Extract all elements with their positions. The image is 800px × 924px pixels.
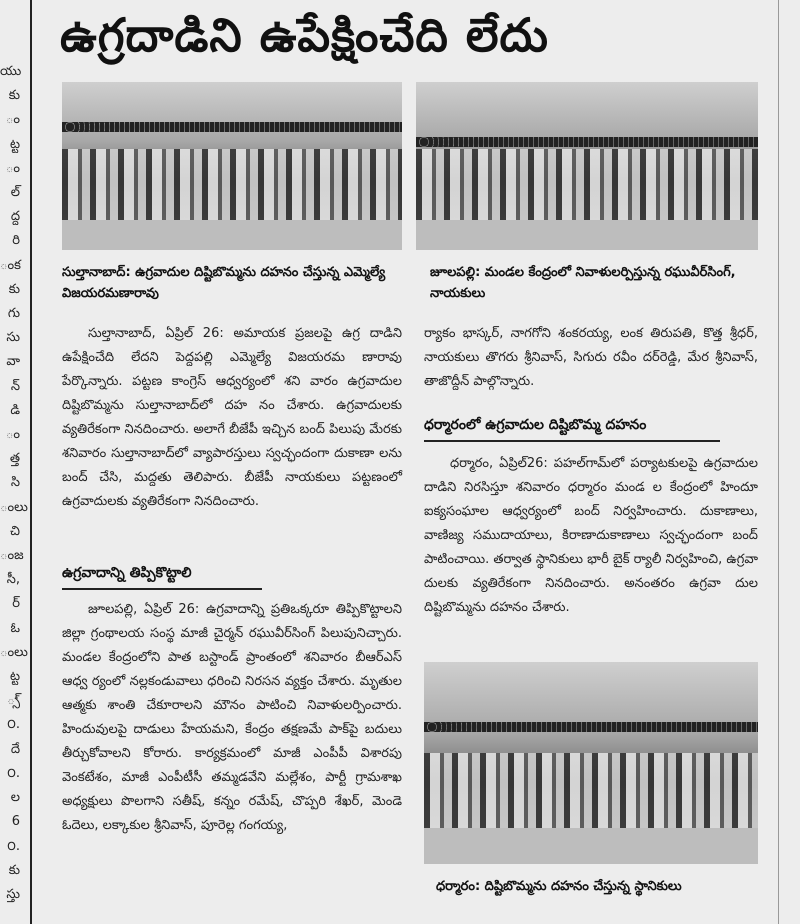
- article-dharmaram-body: ధర్మారం, ఏప్రిల్26: పహల్‌గామ్‌లో పర్యాటకులపై ఉగ్రవాదుల దాడిని నిరసిస్తూ శనివారం ధర్మారం మండ ల కేంద్రంలో హిందూ ఐక్యసంఘాల ఆధ్వర్యంలో బంద్ నిర్వహించారు. దుకాణాలు, వాణిజ్య సముదాయాలు, కిరాణాదుకాణాలు స్వచ్ఛందంగా బంద్ పాటించాయి. తర్వాత స్థానికులు భారీ బైక్ ర్యాలీ నిర్వహించి, ఉగ్రవా దులకు వ్యతిరేకంగా నినదించారు. అనంతరం ఉగ్రవా దుల దిష్టిబొమ్మను దహనం చేశారు.: [424, 456, 758, 615]
- strip-fragment: ద్ద: [10, 209, 20, 225]
- adjacent-column-fragment: [0, 60, 28, 924]
- photo-sultanabad: [62, 82, 402, 250]
- article-sultanabad-body: సుల్తానాబాద్, ఏప్రిల్ 26: అమాయక ప్రజలపై ఉగ్ర దాడిని ఉపేక్షించేది లేదని పెద్దపల్లి ఎమ్మెల్యే విజయరమ ణారావు పేర్కొన్నారు. పట్టణ కాంగ్రెస్ ఆధ్వర్యంలో శని వారం ఉగ్రవాదుల దిష్టిబొమ్మను సుల్తానాబాద్‌లో దహ నం చేశారు. ఉగ్రవాదులకు వ్యతిరేకంగా నినదించారు. అలాగే బీజేపీ ఇచ్చిన బంద్ పిలుపు మేరకు శనివారం సుల్తానాబాద్‌లో వ్యాపారస్తులు స్వచ్ఛందంగా దుకాణా లను బంద్ చేసి, మద్దతు తెలిపారు. బీజేపీ నాయకులు పట్టణంలో ఉగ్రవాదులకు వ్యతిరేకంగా నినదించారు.: [62, 326, 402, 509]
- heading-underline: [424, 440, 720, 442]
- article-julapalli-continued: ర్యాకం భాస్కర్, నాగగోని శంకరయ్య, లంక తిరుపతి, కొత్త శ్రీధర్, నాయకులు తొగరు శ్రీనివాస్, సిగురు రవీం దర్‌రెడ్డి, మేర శ్రీనివాస్, తాజొద్దీన్ పాల్గొన్నారు.: [424, 326, 758, 389]
- strip-fragment: కు: [8, 281, 20, 297]
- article-julapalli-heading: ఉగ్రవాదాన్ని తిప్పికొట్టాలి: [62, 565, 192, 581]
- strip-fragment: దే: [10, 741, 20, 757]
- strip-fragment: 6: [11, 814, 20, 830]
- strip-fragment: చి: [10, 523, 20, 539]
- strip-fragment: ర్: [12, 596, 20, 612]
- article-julapalli-body: జూలపల్లి, ఏప్రిల్ 26: ఉగ్రవాదాన్ని ప్రతిఒక్కరూ తిప్పికొట్టాలని జిల్లా గ్రంథాలయ సంస్థ మాజీ చైర్మన్ రఘువీర్‌సింగ్ పిలుపునిచ్చారు. మండల కేంద్రంలోని పాత బస్టాండ్ ప్రాంతంలో శనివారం బీఆర్‌ఎస్ ఆధ్వ ర్యంలో నల్లకండువాలు ధరించి నిరసన వ్యక్తం చేశారు. మృతుల ఆత్మకు శాంతి చేకూరాలని మౌనం పాటించి నివాళులర్పించారు. హిందువులపై దాడులు హేయమని, కేంద్రం తక్షణమే పాక్‌పై బదులు తీర్చుకోవాలని కోరారు. కార్యక్రమంలో మాజీ ఎంపీపీ విశారపు వెంకటేశం, మాజీ ఎంపీటీసీ తమ్మడవేని మల్లేశం, పార్టీ గ్రామశాఖ అధ్యక్షులు పొలగాని సతీష్, కన్నం రమేష్, చొప్పరి శేఖర్, మెండె ఓదెలు, లక్కాకుల శ్రీనివాస్, పూరెల్ల గంగయ్య,: [62, 602, 402, 833]
- strip-fragment: సీ,: [6, 572, 20, 588]
- photo-caption-julapalli: జూలపల్లి: మండల కేంద్రంలో నివాళులర్పిస్తున్న రఘువీర్‌సింగ్, నాయకులు: [430, 265, 736, 301]
- strip-fragment: ల్: [10, 185, 20, 201]
- strip-fragment: ట్ట: [9, 136, 20, 152]
- strip-fragment: కు: [8, 88, 20, 104]
- strip-fragment: ం: [5, 160, 20, 176]
- column-divider-right: [778, 0, 779, 924]
- strip-fragment: న్: [10, 378, 20, 394]
- strip-fragment: ౦.: [7, 717, 20, 733]
- strip-fragment: గు: [7, 306, 20, 322]
- strip-fragment: కు: [8, 862, 20, 878]
- strip-fragment: ంలు: [0, 644, 28, 660]
- strip-fragment: డి: [10, 402, 20, 418]
- strip-fragment: త్త: [9, 451, 20, 467]
- strip-fragment: రి: [12, 233, 20, 249]
- strip-fragment: ౦.: [7, 838, 20, 854]
- strip-fragment: సు: [6, 330, 20, 346]
- photo-julapalli: [416, 82, 758, 250]
- photo-dharmaram: [424, 662, 758, 864]
- heading-underline: [62, 588, 262, 590]
- strip-fragment: ంలు: [0, 499, 28, 515]
- strip-fragment: ఓ: [10, 620, 20, 636]
- strip-fragment: ం: [5, 112, 20, 128]
- column-divider: [30, 0, 32, 924]
- strip-fragment: ంక: [0, 257, 21, 273]
- strip-fragment: ట్ట: [9, 669, 20, 685]
- strip-fragment: ం: [5, 427, 20, 443]
- photo-caption-sultanabad: సుల్తానాబాద్: ఉగ్రవాదుల దిష్టిబొమ్మను దహనం చేస్తున్న ఎమ్మెల్యే విజయరమణారావు: [62, 265, 386, 301]
- strip-fragment: యు: [0, 64, 22, 79]
- article-dharmaram-heading: ధర్మారంలో ఉగ్రవాదుల దిష్టిబొమ్మ దహనం: [424, 417, 647, 433]
- photo-caption-dharmaram: ధర్మారం: దిష్టిబొమ్మను దహనం చేస్తున్న స్థానికులు: [436, 879, 682, 894]
- strip-fragment: ్స్: [7, 693, 20, 709]
- strip-fragment: ల: [10, 790, 20, 806]
- strip-fragment: స్తు: [6, 886, 20, 902]
- headline: ఉగ్రదాడిని ఉపేక్షించేది లేదు: [60, 8, 549, 62]
- strip-fragment: ౦.: [7, 765, 20, 781]
- strip-fragment: వా: [6, 354, 20, 370]
- strip-fragment: ంజ: [0, 548, 24, 564]
- strip-fragment: సి: [10, 475, 20, 491]
